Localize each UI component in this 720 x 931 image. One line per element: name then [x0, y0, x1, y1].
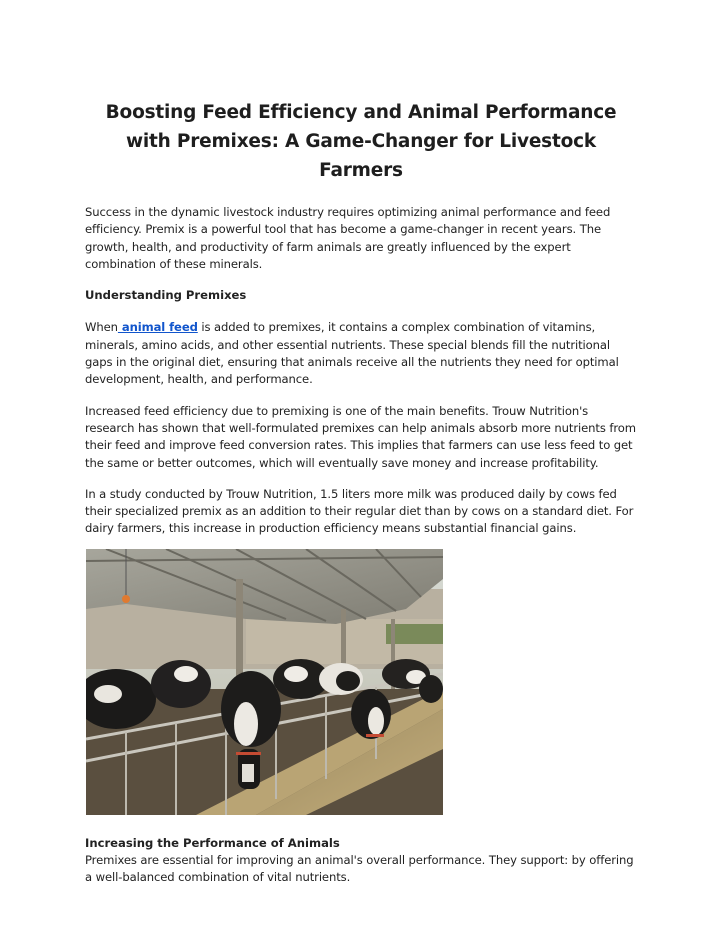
feed-efficiency-paragraph: Increased feed efficiency due to premixing is one of the main benefits. Trouw Nutrition's research has shown that well-formulated premixes can help animals absorb more nutrients from their feed and improve feed conversion rates. This implies that farmers can use less feed to get the same or better outcomes, which will eventually save money and increase profitability. [85, 403, 636, 470]
document-page [85, 98, 637, 887]
section-heading-increasing-performance: Increasing the Performance of Animals [85, 835, 340, 850]
page-title: Boosting Feed Efficiency and Animal Performance with Premixes: A Game-Changer for Livestock Farmers [105, 102, 617, 181]
milk-study-paragraph: In a study conducted by Trouw Nutrition, 1.5 liters more milk was produced daily by cows fed their specialized premix as an addition to their regular diet than by cows on a standard diet. For dairy farmers, this increase in production efficiency means substantial financial gains. [85, 486, 634, 536]
cows-barn-photo [86, 549, 443, 815]
section-heading-understanding-premixes: Understanding Premixes [85, 288, 247, 303]
performance-paragraph: Premixes are essential for improving an animal's overall performance. They support: by offering a well-balanced combination of vital nutrients. [85, 853, 634, 885]
premixes-paragraph [85, 319, 637, 388]
animal-feed-link[interactable]: animal feed [117, 320, 198, 335]
premixes-text-before-link: When [85, 320, 118, 335]
intro-paragraph: Success in the dynamic livestock industry requires optimizing animal performance and feed efficiency. Premix is a powerful tool that has become a game-changer in recent years. The growth, health, and productivity of farm animals are greatly influenced by the expert combination of these minerals. [85, 205, 611, 271]
premixes-text-after-link: is added to premixes, it contains a complex combination of vitamins, minerals, amino acids, and other essential nutrients. These special blends fill the nutritional gaps in the original diet, ensuring that animals receive all the nutrients they need for optimal development, health, and performance. [85, 320, 619, 387]
